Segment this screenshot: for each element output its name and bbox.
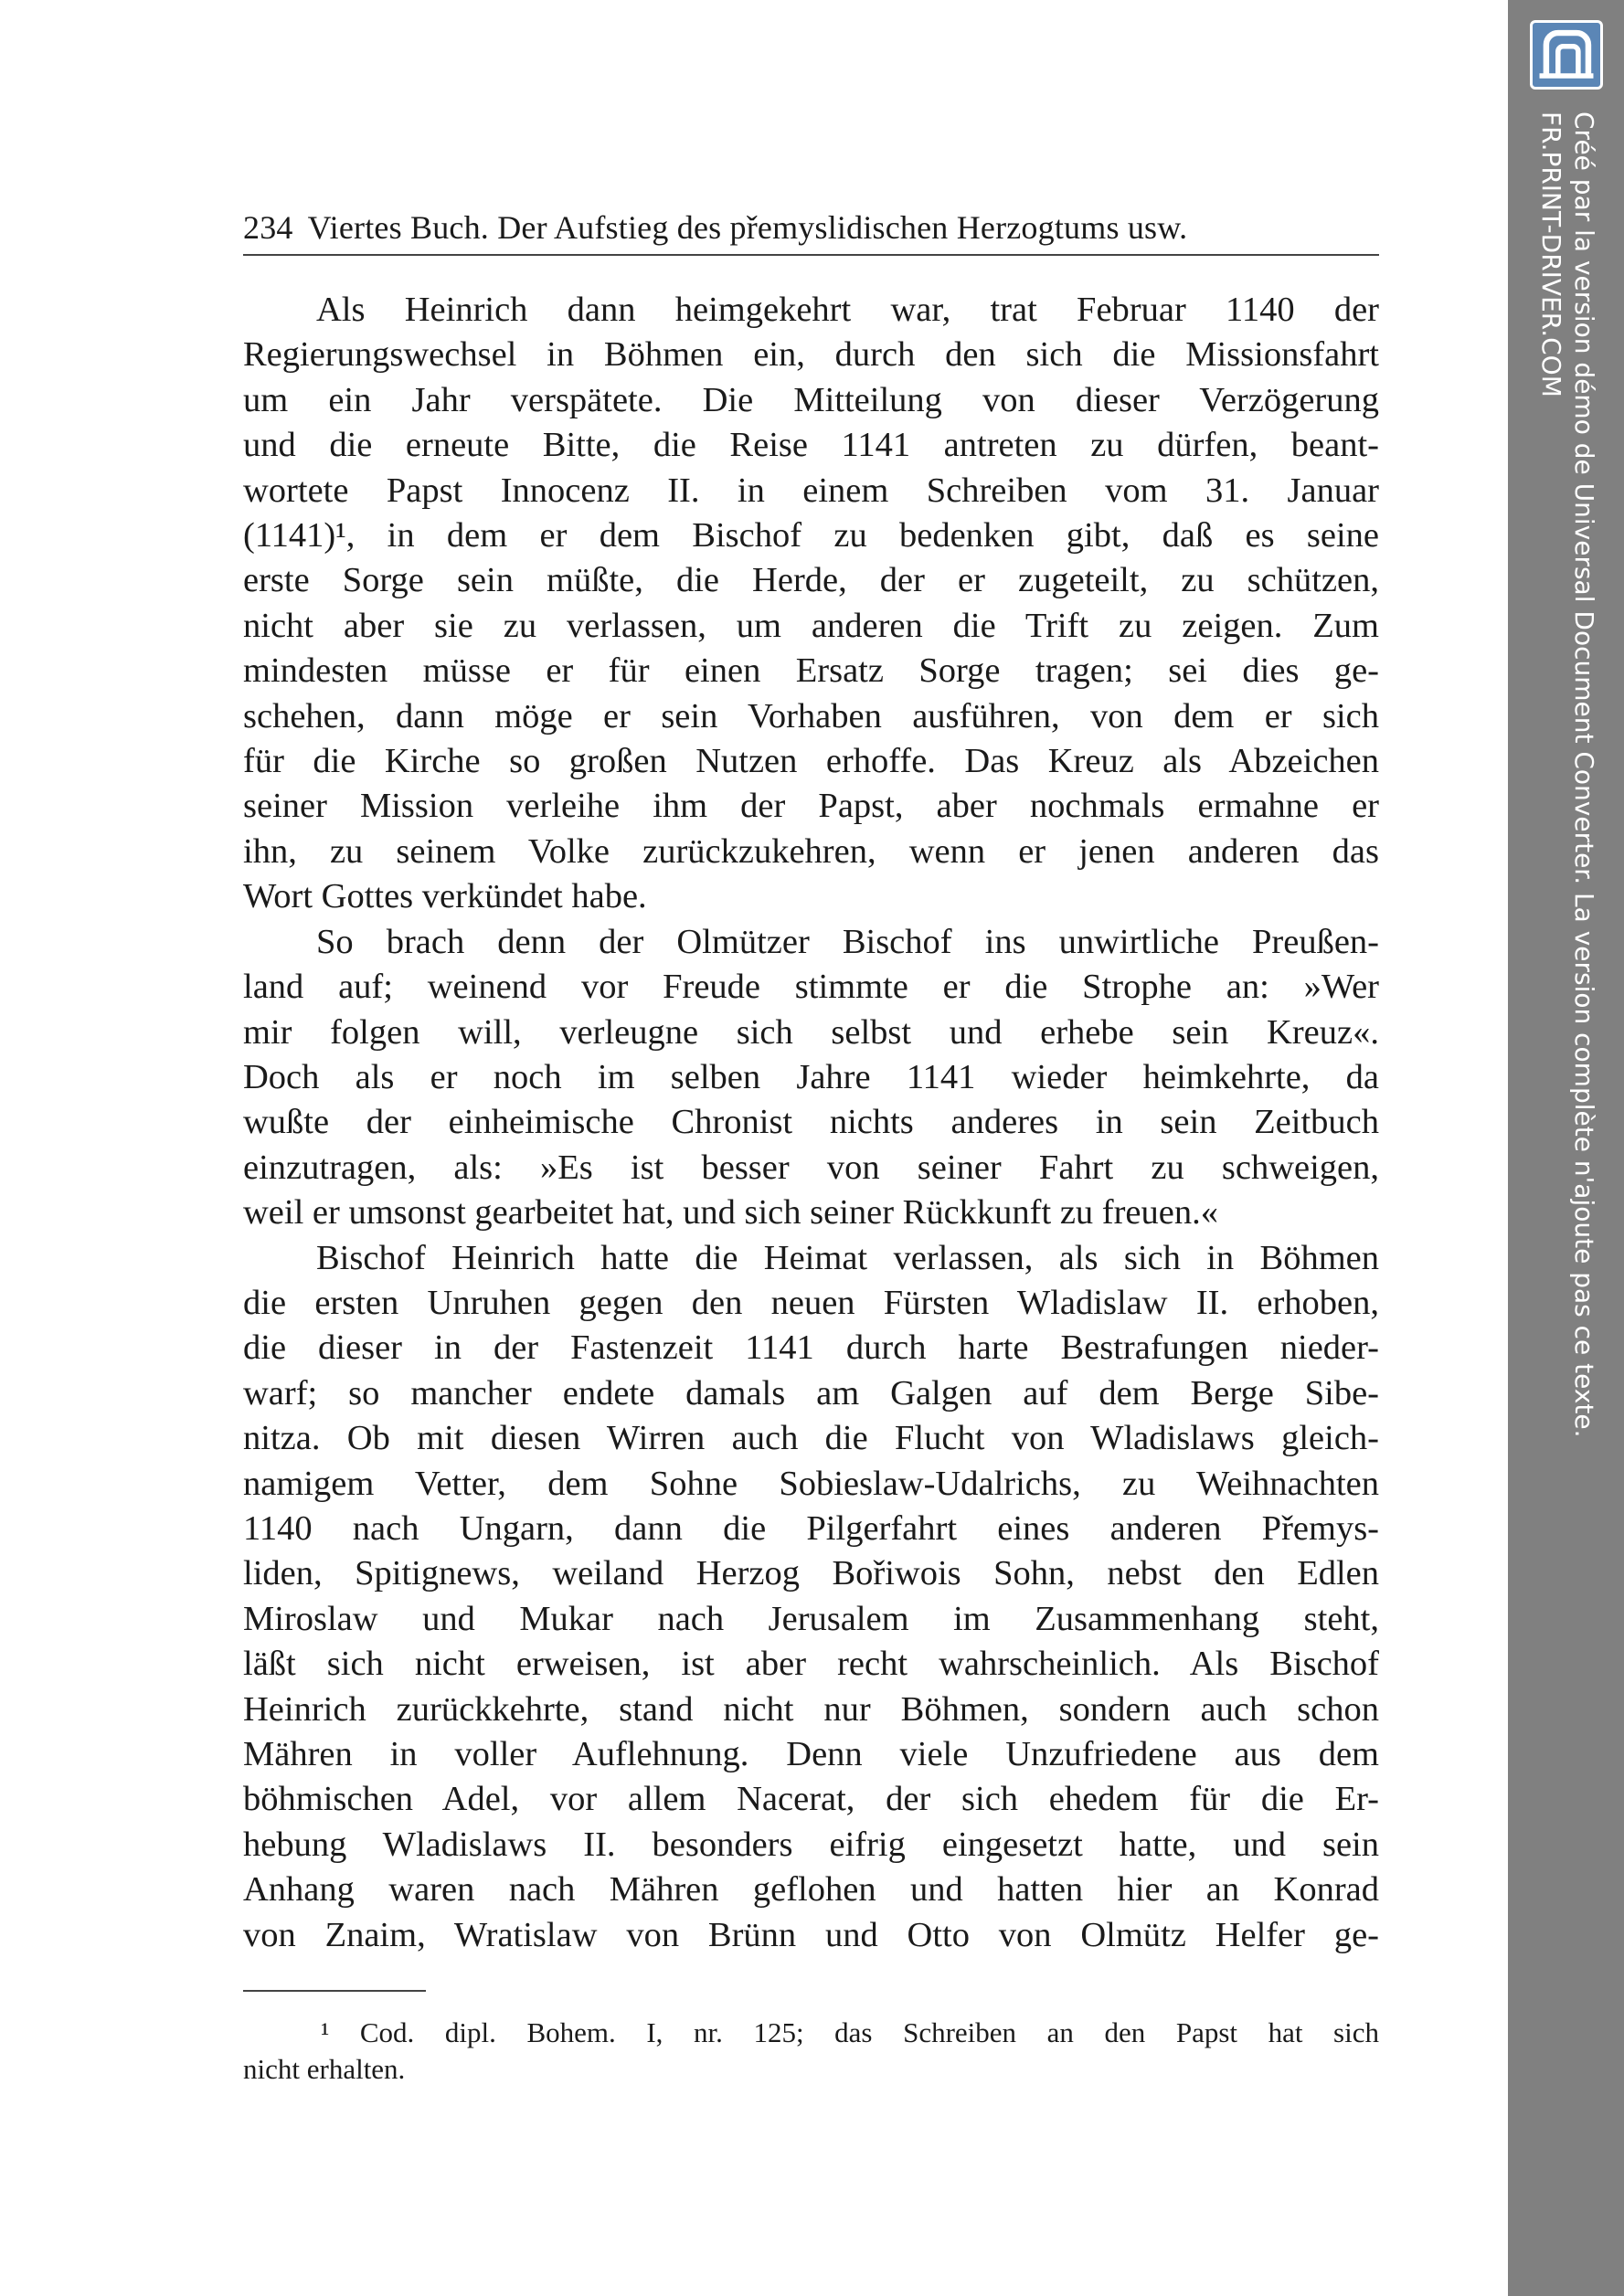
watermark-text [1534, 111, 1600, 1438]
paragraph [243, 920, 1379, 1236]
text-line: um ein Jahr verspätete. Die Mitteilung von dieser Verzögerung [243, 380, 1379, 419]
text-line: Wort Gottes verkündet habe. [243, 877, 647, 916]
text-line: land auf; weinend vor Freude stimmte er die Strophe an: »Wer [243, 968, 1379, 1007]
text-line: läßt sich nicht erweisen, ist aber recht wahrscheinlich. Als Bischof [243, 1645, 1379, 1684]
running-header [243, 206, 1379, 249]
watermark-line: Créé par la version démo de Universal Document Converter. La version complète n'ajoute pas ce texte. [1569, 111, 1599, 1438]
page-number: 234 [243, 209, 293, 246]
text-line: von Znaim, Wratislaw von Brünn und Otto von Olmütz Helfer ge- [243, 1915, 1379, 1954]
text-line: namigem Vetter, dem Sohne Sobieslaw-Udalrichs, zu Weihnachten [243, 1464, 1379, 1503]
text-line: wußte der einheimische Chronist nichts anderes in sein Zeitbuch [243, 1103, 1379, 1142]
text-line: hebung Wladislaws II. besonders eifrig eingesetzt hatte, und sein [243, 1825, 1379, 1864]
paragraph [243, 288, 1379, 920]
footnote [243, 2015, 1379, 2088]
text-line: nitza. Ob mit diesen Wirren auch die Flucht von Wladislaws gleich- [243, 1419, 1379, 1458]
text-line: Doch als er noch im selben Jahre 1141 wieder heimkehrte, da [243, 1057, 1379, 1096]
text-line: die dieser in der Fastenzeit 1141 durch harte Bestrafungen nieder- [243, 1328, 1379, 1368]
text-line: (1141)¹, in dem er dem Bischof zu bedenken gibt, daß es seine [243, 516, 1379, 555]
text-line: warf; so mancher endete damals am Galgen auf dem Berge Sibe- [243, 1373, 1379, 1413]
document-converter-logo-icon [1530, 20, 1603, 90]
text-line: für die Kirche so großen Nutzen erhoffe. Das Kreuz als Abzeichen [243, 742, 1379, 781]
watermark-line: FR.PRINT-DRIVER.COM [1536, 111, 1566, 397]
running-title: Viertes Buch. Der Aufstieg des přemyslidischen Herzogtums usw. [307, 209, 1188, 246]
text-line: mir folgen will, verleugne sich selbst und erhebe sein Kreuz«. [243, 1012, 1379, 1052]
text-line: Miroslaw und Mukar nach Jerusalem im Zusammenhang steht, [243, 1599, 1379, 1638]
paragraph [243, 1236, 1379, 1959]
text-line: seiner Mission verleihe ihm der Papst, aber nochmals ermahne er [243, 787, 1379, 826]
main-text [243, 288, 1379, 1958]
text-line: liden, Spitignews, weiland Herzog Bořiwois Sohn, nebst den Edlen [243, 1554, 1379, 1593]
text-line: und die erneute Bitte, die Reise 1141 antreten zu dürfen, beant- [243, 426, 1379, 465]
text-line: schehen, dann möge er sein Vorhaben ausführen, von dem er sich [243, 696, 1379, 735]
text-line: einzutragen, als: »Es ist besser von seiner Fahrt zu schweigen, [243, 1148, 1379, 1187]
text-line: erste Sorge sein müßte, die Herde, der er zugeteilt, zu schützen, [243, 561, 1379, 600]
text-line: weil er umsonst gearbeitet hat, und sich seiner Rückkunft zu freuen.« [243, 1193, 1218, 1233]
text-line: böhmischen Adel, vor allem Nacerat, der sich ehedem für die Er- [243, 1780, 1379, 1819]
header-divider [243, 254, 1379, 256]
text-line: Als Heinrich dann heimgekehrt war, trat Februar 1140 der [316, 291, 1379, 329]
text-line: Bischof Heinrich hatte die Heimat verlassen, als sich in Böhmen [316, 1238, 1379, 1277]
footnote-divider [243, 1990, 426, 1992]
text-line: mindesten müsse er für einen Ersatz Sorge tragen; sei dies ge- [243, 651, 1379, 691]
text-line: So brach denn der Olmützer Bischof ins unwirtliche Preußen- [316, 922, 1379, 961]
text-line: Heinrich zurückkehrte, stand nicht nur Böhmen, sondern auch schon [243, 1689, 1379, 1729]
text-line: Regierungswechsel in Böhmen ein, durch den sich die Missionsfahrt [243, 335, 1379, 375]
text-line: nicht aber sie zu verlassen, um anderen die Trift zu zeigen. Zum [243, 606, 1379, 645]
text-line: die ersten Unruhen gegen den neuen Fürsten Wladislaw II. erhoben, [243, 1283, 1379, 1322]
footnote-line: nicht erhalten. [243, 2053, 406, 2085]
footnote-line: ¹ Cod. dipl. Bohem. I, nr. 125; das Schreiben an den Papst hat sich [321, 2016, 1379, 2048]
text-line: Anhang waren nach Mähren geflohen und hatten hier an Konrad [243, 1870, 1379, 1910]
text-line: Mähren in voller Auflehnung. Denn viele Unzufriedene aus dem [243, 1735, 1379, 1773]
text-line: ihn, zu seinem Volke zurückzukehren, wenn er jenen anderen das [243, 831, 1379, 871]
text-line: wortete Papst Innocenz II. in einem Schreiben vom 31. Januar [243, 471, 1379, 510]
text-line: 1140 nach Ungarn, dann die Pilgerfahrt eines anderen Přemys- [243, 1508, 1379, 1548]
